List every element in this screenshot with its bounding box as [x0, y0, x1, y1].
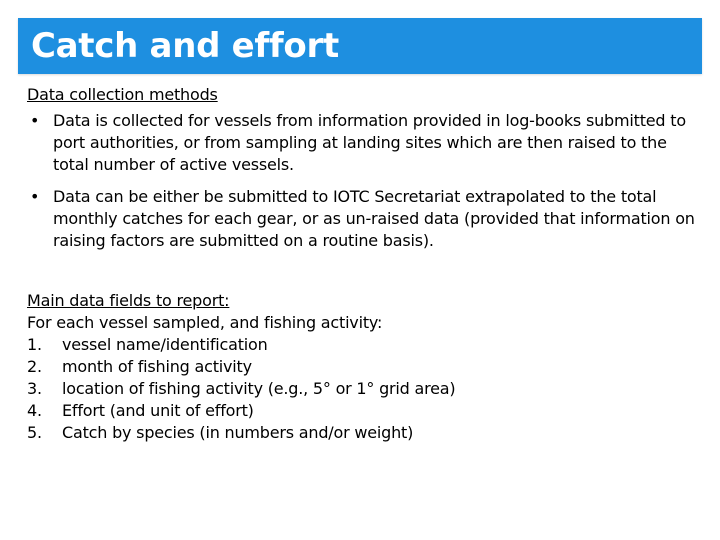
item-number: 3. — [27, 379, 42, 398]
title-bar — [18, 18, 702, 74]
item-text: month of fishing activity — [62, 357, 252, 376]
bullet-item — [27, 186, 697, 252]
bullet-text: Data is collected for vessels from information provided in log-books submitted to port authorities, or from sampling at landing sites which are then raised to the total number of active vessels. — [53, 111, 686, 174]
methods-bullet-list — [27, 110, 697, 252]
bullet-icon: • — [30, 187, 40, 206]
numbered-item — [27, 422, 697, 444]
fields-intro: For each vessel sampled, and fishing activity: — [27, 313, 383, 332]
numbered-item — [27, 356, 697, 378]
item-text: Effort (and unit of effort) — [62, 401, 254, 420]
item-number: 5. — [27, 423, 42, 442]
numbered-item — [27, 334, 697, 356]
item-text: Catch by species (in numbers and/or weight) — [62, 423, 414, 442]
numbered-item — [27, 400, 697, 422]
item-number: 1. — [27, 335, 42, 354]
bullet-icon: • — [30, 111, 40, 130]
bullet-text: Data can be either be submitted to IOTC Secretariat extrapolated to the total monthly catches for each gear, or as un-raised data (provided that information on raising factors are submitted on a routine basis). — [53, 187, 695, 250]
slide-title: Catch and effort — [31, 26, 339, 66]
item-text: vessel name/identification — [62, 335, 268, 354]
section-heading-methods: Data collection methods — [27, 85, 218, 104]
fields-numbered-list — [27, 334, 697, 444]
slide-content — [27, 84, 697, 444]
bullet-item — [27, 110, 697, 176]
item-number: 2. — [27, 357, 42, 376]
numbered-item — [27, 378, 697, 400]
item-text: location of fishing activity (e.g., 5° or 1° grid area) — [62, 379, 456, 398]
item-number: 4. — [27, 401, 42, 420]
section-heading-fields: Main data fields to report: — [27, 291, 230, 310]
